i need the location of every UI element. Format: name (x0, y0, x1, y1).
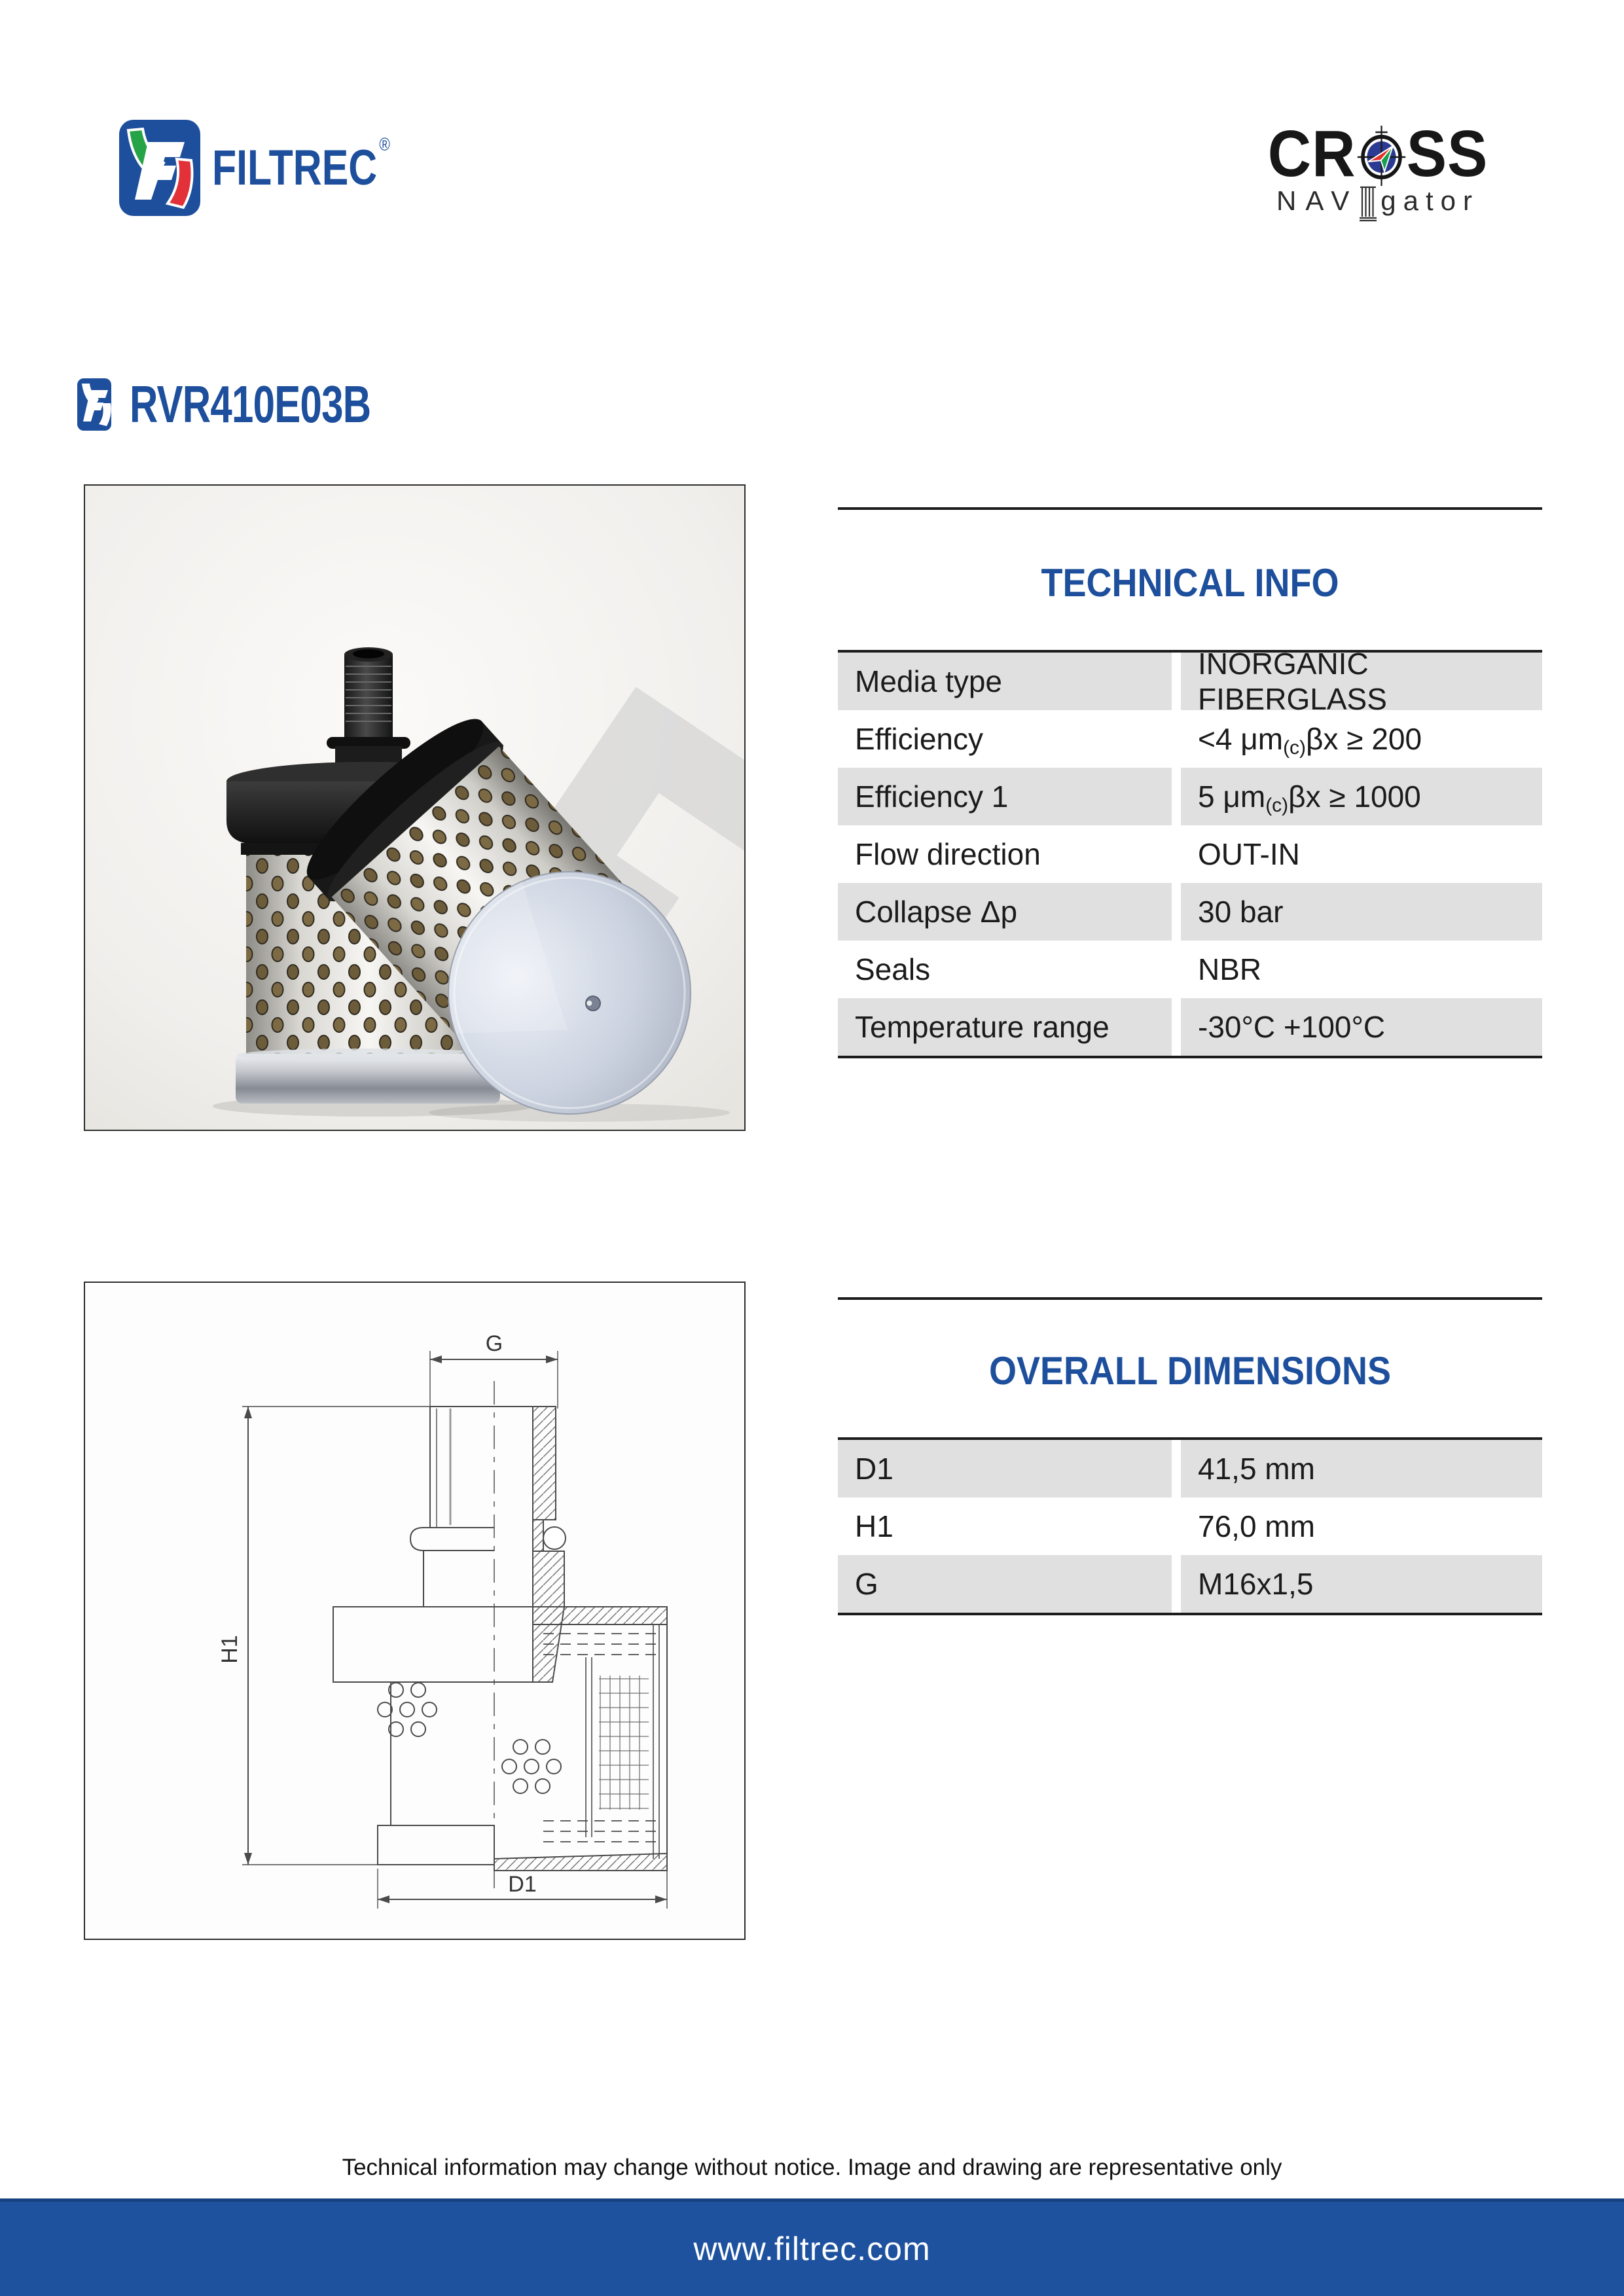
row-value: 41,5 mm (1181, 1440, 1542, 1498)
table-row (838, 710, 1542, 768)
hole-cluster (502, 1740, 561, 1793)
row-label: Efficiency (855, 722, 984, 756)
row-value: OUT-IN (1198, 837, 1300, 871)
row-label: H1 (855, 1509, 893, 1543)
tech-info-heading: TECHNICAL INFO (1041, 561, 1339, 605)
dimensions-table (838, 1437, 1542, 1615)
row-value: NBR (1198, 952, 1262, 986)
nav-text: NAV (1276, 185, 1359, 216)
table-row (838, 647, 1542, 716)
table-row (838, 1498, 1542, 1555)
filtrec-logo (119, 120, 432, 216)
website-link[interactable]: www.filtrec.com (693, 2231, 931, 2267)
row-label: Media type (838, 653, 1172, 710)
table-row (838, 825, 1542, 883)
row-label: Flow direction (855, 837, 1041, 871)
dim-label-g: G (485, 1331, 503, 1356)
row-value: M16x1,5 (1181, 1555, 1542, 1613)
cross-wordmark (1248, 117, 1507, 192)
row-value: <4 μm (c) βx ≥ 200 (1198, 722, 1422, 759)
dimensions-heading: OVERALL DIMENSIONS (988, 1349, 1392, 1393)
registered-mark: ® (379, 134, 390, 154)
row-value: 30 bar (1181, 883, 1542, 941)
row-value: INORGANIC FIBERGLASS (1181, 653, 1542, 710)
product-photo-frame (84, 484, 746, 1131)
column-icon (1360, 185, 1377, 222)
row-label: Efficiency 1 (838, 768, 1172, 825)
table-row (838, 883, 1542, 941)
row-value: 5 μm (c) βx ≥ 1000 (1181, 768, 1542, 825)
row-value: -30°C +100°C (1181, 998, 1542, 1056)
cross-part1: CR (1267, 117, 1356, 190)
page-title: RVR410E03B (130, 375, 371, 433)
dim-label-h1: H1 (217, 1635, 242, 1664)
table-row (838, 768, 1542, 825)
row-label: G (838, 1555, 1172, 1613)
filtrec-logo-icon (119, 120, 200, 216)
filtrec-mini-icon (77, 378, 111, 431)
row-label: D1 (838, 1440, 1172, 1498)
footer-bar (0, 2198, 1624, 2296)
technical-drawing (85, 1283, 744, 1939)
row-label: Collapse Δp (838, 883, 1172, 941)
compass-icon (1357, 123, 1405, 188)
brand-name: FILTREC ® (212, 134, 390, 196)
row-label: Seals (855, 952, 931, 986)
tech-info-table (838, 647, 1542, 1058)
tech-info-rule (838, 507, 1542, 510)
dimensions-rule (838, 1297, 1542, 1300)
table-row (838, 941, 1542, 998)
product-photo (85, 486, 744, 1130)
cross-navigator-logo (1237, 117, 1519, 219)
row-value: 76,0 mm (1198, 1509, 1315, 1543)
table-row (838, 1555, 1542, 1613)
gator-text: gator (1380, 185, 1479, 216)
table-row (838, 998, 1542, 1056)
table-row (838, 1440, 1542, 1498)
technical-drawing-frame (84, 1282, 746, 1940)
row-label: Temperature range (838, 998, 1172, 1056)
product-title-row (77, 374, 451, 435)
cross-part2: SS (1406, 117, 1489, 190)
hole-cluster (378, 1683, 437, 1736)
dim-label-d1: D1 (508, 1872, 537, 1897)
disclaimer-text: Technical information may change without notice. Image and drawing are representative only (342, 2155, 1282, 2180)
